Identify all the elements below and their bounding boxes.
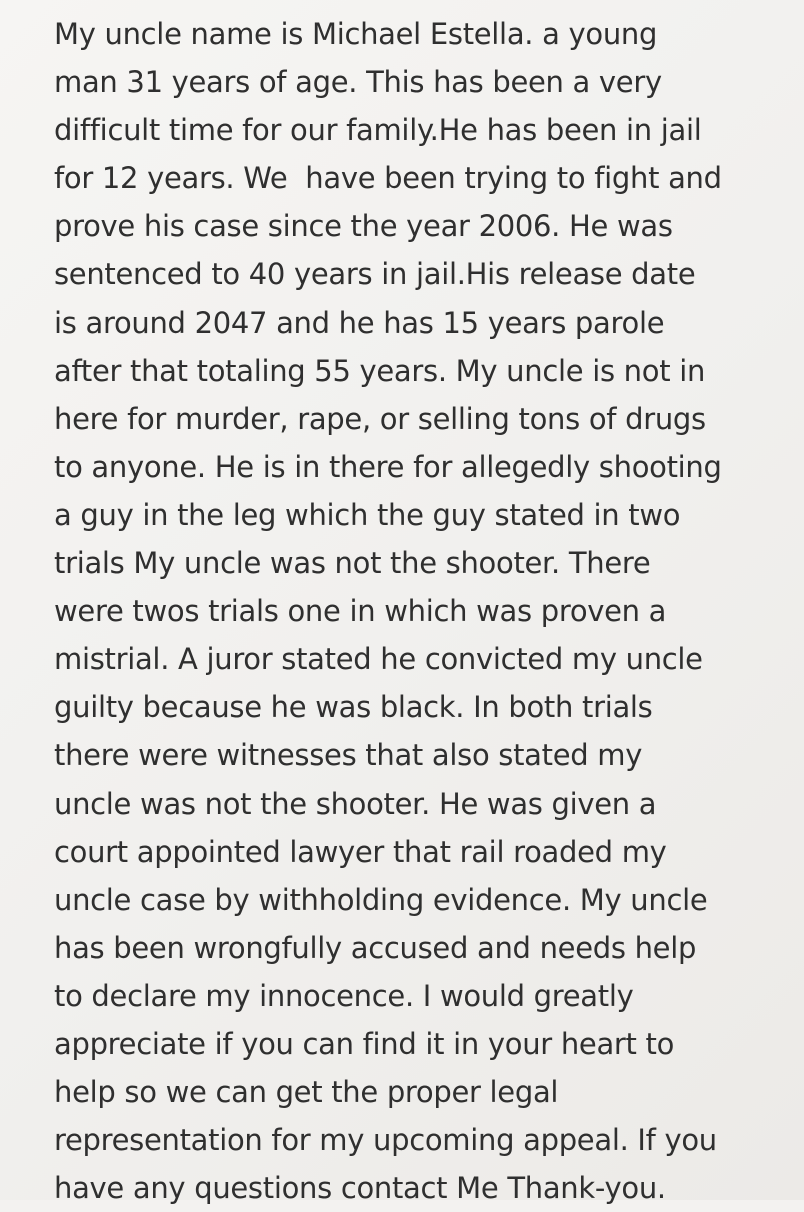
note-line: trials My uncle was not the shooter. There	[54, 546, 651, 581]
note-line: difficult time for our family.He has been in jail	[54, 113, 702, 148]
note-line: after that totaling 55 years. My uncle is not in	[54, 353, 706, 388]
note-line: sentenced to 40 years in jail.His release date	[54, 257, 696, 292]
note-line: man 31 years of age. This has been a very	[54, 65, 662, 100]
note-line: to anyone. He is in there for allegedly shooting	[54, 449, 722, 484]
note-line: mistrial. A juror stated he convicted my uncle	[54, 642, 703, 677]
note-line: uncle was not the shooter. He was given a	[54, 786, 657, 821]
note-line: here for murder, rape, or selling tons of drugs	[54, 401, 706, 436]
note-line: prove his case since the year 2006. He was	[54, 209, 673, 244]
note-line: court appointed lawyer that rail roaded my	[54, 834, 667, 869]
note-line: appreciate if you can find it in your heart to	[54, 1026, 675, 1061]
note-line: help so we can get the proper legal	[54, 1075, 559, 1110]
note-line: have any questions contact Me Thank-you.	[54, 1171, 666, 1206]
note-line: guilty because he was black. In both trials	[54, 690, 653, 725]
note-body	[54, 10, 774, 1212]
note-line: there were witnesses that also stated my	[54, 738, 643, 773]
note-line: uncle case by withholding evidence. My uncle	[54, 882, 708, 917]
note-line: is around 2047 and he has 15 years parole	[54, 305, 665, 340]
note-line: representation for my upcoming appeal. If you	[54, 1123, 717, 1158]
note-line: a guy in the leg which the guy stated in two	[54, 497, 681, 532]
note-line: has been wrongfully accused and needs help	[54, 930, 697, 965]
note-line: were twos trials one in which was proven a	[54, 594, 667, 629]
note-line: My uncle name is Michael Estella. a young	[54, 17, 658, 51]
note-line: to declare my innocence. I would greatly	[54, 978, 634, 1013]
note-line: for 12 years. We have been trying to fight and	[54, 161, 722, 196]
